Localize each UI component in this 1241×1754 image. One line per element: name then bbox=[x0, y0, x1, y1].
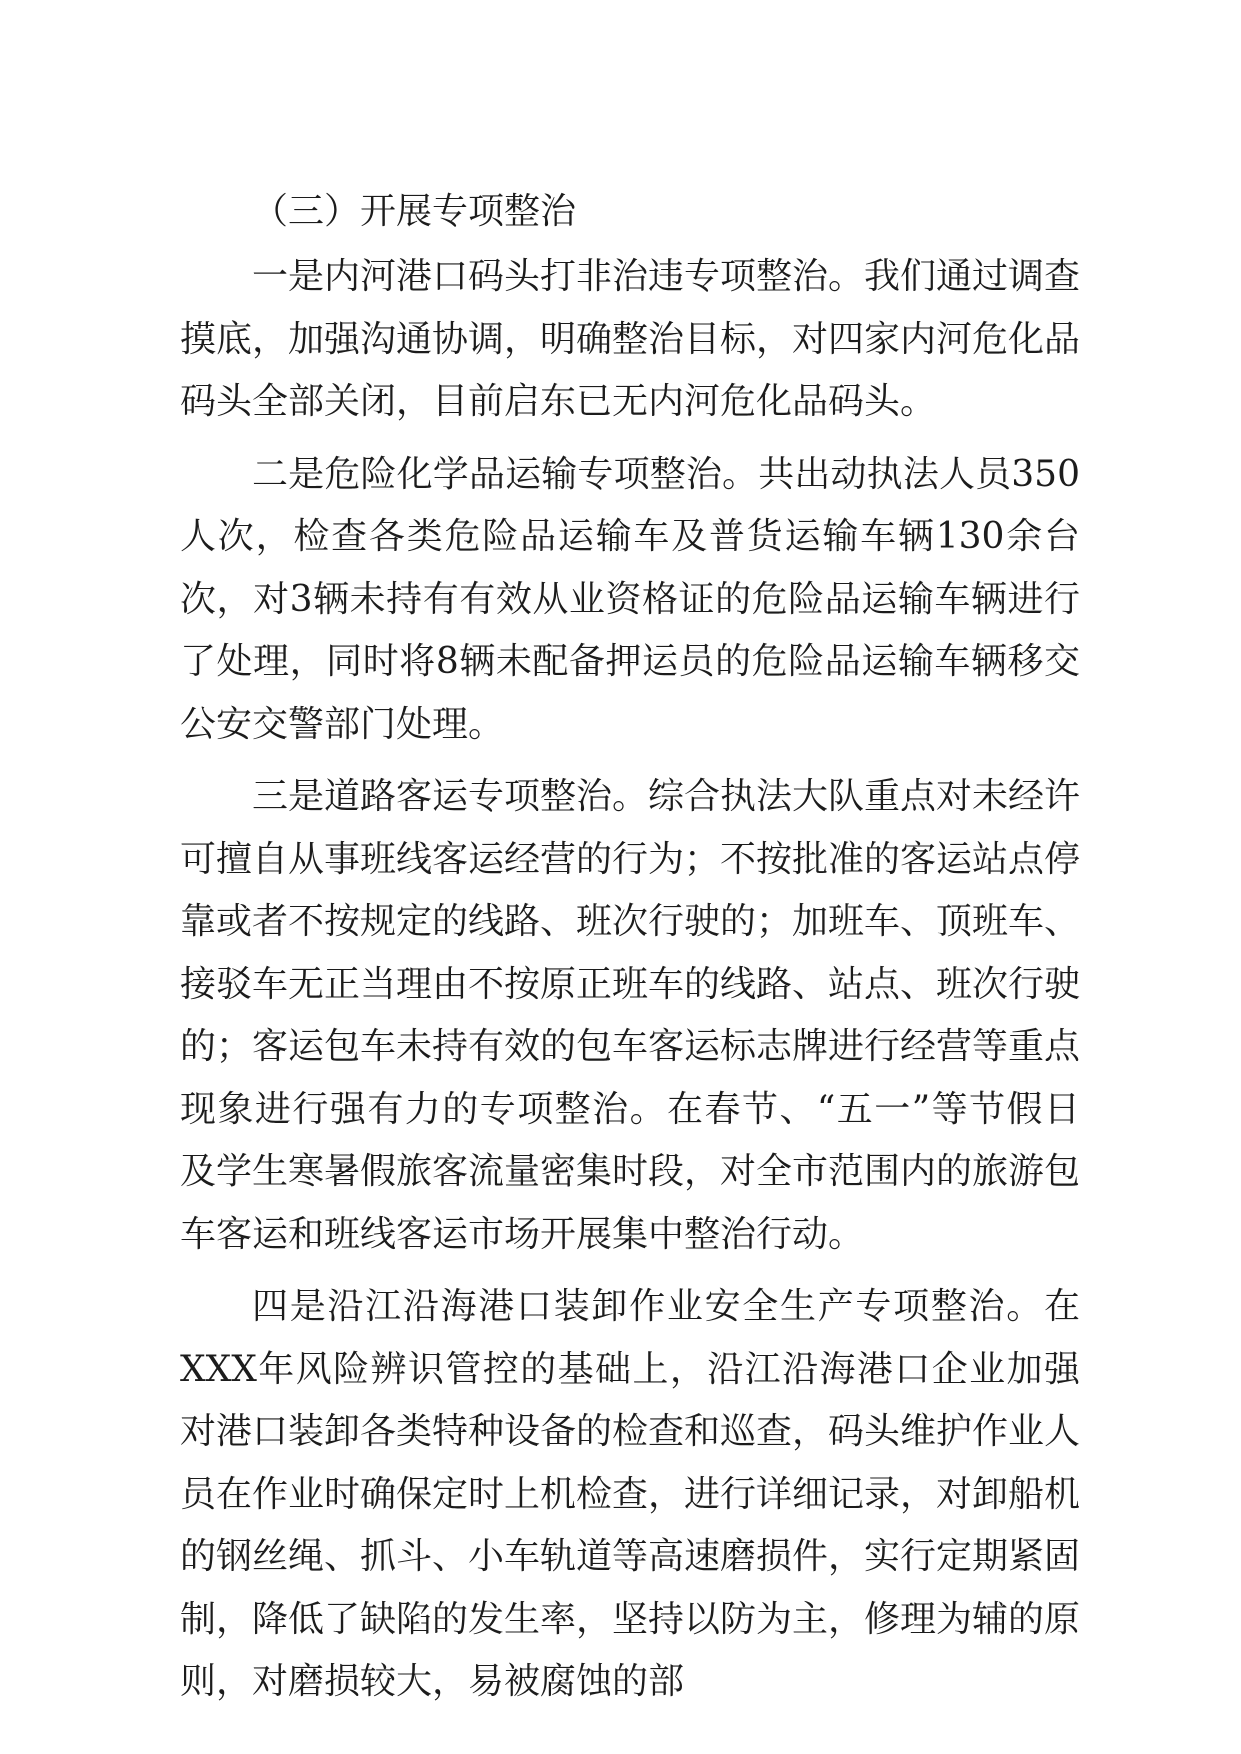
paragraph-hazmat-transport: 二是危险化学品运输专项整治。共出动执法人员350人次，检查各类危险品运输车及普货运输车辆130余台次，对3辆未持有有效从业资格证的危险品运输车辆进行了处理，同时将8辆未配备押运员的危险品运输车辆移交公安交警部门处理。 bbox=[180, 453, 1080, 745]
document-body bbox=[180, 186, 1080, 1724]
section-heading: （三）开展专项整治 bbox=[252, 191, 577, 232]
paragraph-port-loading: 四是沿江沿海港口装卸作业安全生产专项整治。在XXX年风险辨识管控的基础上，沿江沿海港口企业加强对港口装卸各类特种设备的检查和巡查，码头维护作业人员在作业时确保定时上机检查，进行详细记录，对卸船机的钢丝绳、抓斗、小车轨道等高速磨损件，实行定期紧固制，降低了缺陷的发生率，坚持以防为主，修理为辅的原则，对磨损较大，易被腐蚀的部 bbox=[180, 1286, 1081, 1702]
paragraph-port-wharf: 一是内河港口码头打非治违专项整治。我们通过调查摸底，加强沟通协调，明确整治目标，对四家内河危化品码头全部关闭，目前启东已无内河危化品码头。 bbox=[180, 256, 1081, 422]
paragraph-road-passenger: 三是道路客运专项整治。综合执法大队重点对未经许可擅自从事班线客运经营的行为；不按批准的客运站点停靠或者不按规定的线路、班次行驶的；加班车、顶班车、接驳车无正当理由不按原正班车的线路、站点、班次行驶的；客运包车未持有效的包车客运标志牌进行经营等重点现象进行强有力的专项整治。在春节、“五一”等节假日及学生寒暑假旅客流量密集时段，对全市范围内的旅游包车客运和班线客运市场开展集中整治行动。 bbox=[180, 776, 1081, 1255]
